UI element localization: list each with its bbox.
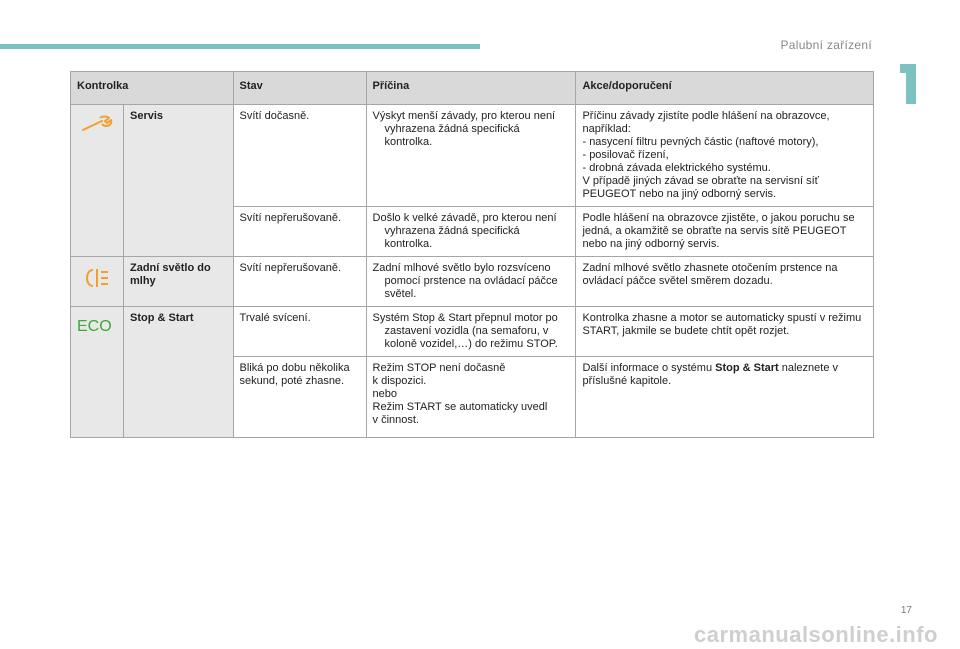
cause-text: Zadní mlhové světlo bylo rozsvíceno pomocí prstence na ovládací páčce světel. — [372, 262, 558, 300]
column-header-action: Akce/doporučení — [576, 72, 874, 105]
table-row — [71, 257, 874, 307]
column-header-state: Stav — [233, 72, 366, 105]
state-cell: Svítí nepřerušovaně. — [233, 257, 366, 307]
cause-line: nebo — [372, 388, 397, 400]
watermark: carmanualsonline.info — [694, 622, 938, 647]
cause-cell — [366, 307, 576, 357]
service-icon-cell — [71, 105, 124, 257]
action-bold-term: Stop & Start — [715, 362, 779, 374]
action-line: Příčinu závady zjistíte podle hlášení na obrazovce, například: — [582, 110, 830, 135]
state-cell: Trvalé svícení. — [233, 307, 366, 357]
action-cell — [576, 357, 874, 438]
state-cell: Bliká po dobu několika sekund, poté zhasne. — [233, 357, 366, 438]
action-cell — [576, 105, 874, 207]
cause-cell — [366, 105, 576, 207]
eco-icon-cell — [71, 307, 124, 438]
action-line: - nasycení filtru pevných částic (naftové motory), — [582, 136, 819, 148]
wrench-icon — [80, 124, 114, 136]
chapter-marker-bar — [906, 64, 916, 104]
chapter-number-marker — [900, 64, 916, 104]
action-suffix: naleznete v příslušné kapitole. — [582, 362, 839, 387]
table-row — [71, 307, 874, 357]
eco-icon-text: ECO — [77, 318, 112, 333]
action-prefix: Další informace o systému — [582, 362, 716, 374]
cause-line: k dispozici. — [372, 375, 427, 387]
state-cell: Svítí nepřerušovaně. — [233, 207, 366, 257]
action-line: V případě jiných závad se obraťte na servisní síť PEUGEOT nebo na jiný odborný servis. — [582, 175, 819, 200]
indicator-name: Stop & Start — [124, 307, 234, 438]
fog-light-icon-cell — [71, 257, 124, 307]
rear-fog-light-icon — [82, 280, 112, 292]
cause-line: Režim START se automaticky uvedl — [372, 401, 548, 413]
state-cell: Svítí dočasně. — [233, 105, 366, 207]
section-title: Palubní zařízení — [780, 38, 872, 52]
cause-line: Režim STOP není dočasně — [372, 362, 506, 374]
top-accent-bar — [0, 44, 480, 49]
indicator-name: Servis — [124, 105, 234, 257]
cause-cell — [366, 257, 576, 307]
cause-cell — [366, 207, 576, 257]
page-number: 17 — [900, 605, 912, 616]
eco-icon — [77, 318, 117, 336]
action-cell: Podle hlášení na obrazovce zjistěte, o jakou poruchu se jedná, a okamžitě se obraťte na servis sítě PEUGEOT nebo na jiný odborný servis. — [576, 207, 874, 257]
action-cell: Kontrolka zhasne a motor se automaticky spustí v režimu START, jakmile se budete chtít opět rozjet. — [576, 307, 874, 357]
cause-text: Došlo k velké závadě, pro kterou není vyhrazena žádná specifická kontrolka. — [372, 212, 557, 250]
action-line: - posilovač řízení, — [582, 149, 669, 161]
cause-text: Výskyt menší závady, pro kterou není vyhrazena žádná specifická kontrolka. — [372, 110, 556, 148]
table-header-row — [71, 72, 874, 105]
cause-text: Systém Stop & Start přepnul motor po zastavení vozidla (na semaforu, v koloně vozidel,…) do režimu STOP. — [372, 312, 558, 350]
indicator-name: Zadní světlo do mlhy — [124, 257, 234, 307]
action-line: - drobná závada elektrického systému. — [582, 162, 771, 174]
cause-line: v činnost. — [372, 414, 419, 426]
table-row — [71, 105, 874, 207]
cause-cell — [366, 357, 576, 438]
column-header-indicator: Kontrolka — [71, 72, 234, 105]
action-cell: Zadní mlhové světlo zhasnete otočením prstence na ovládací páčce světel směrem dozadu. — [576, 257, 874, 307]
warning-lights-table — [70, 71, 874, 438]
column-header-cause: Příčina — [366, 72, 576, 105]
